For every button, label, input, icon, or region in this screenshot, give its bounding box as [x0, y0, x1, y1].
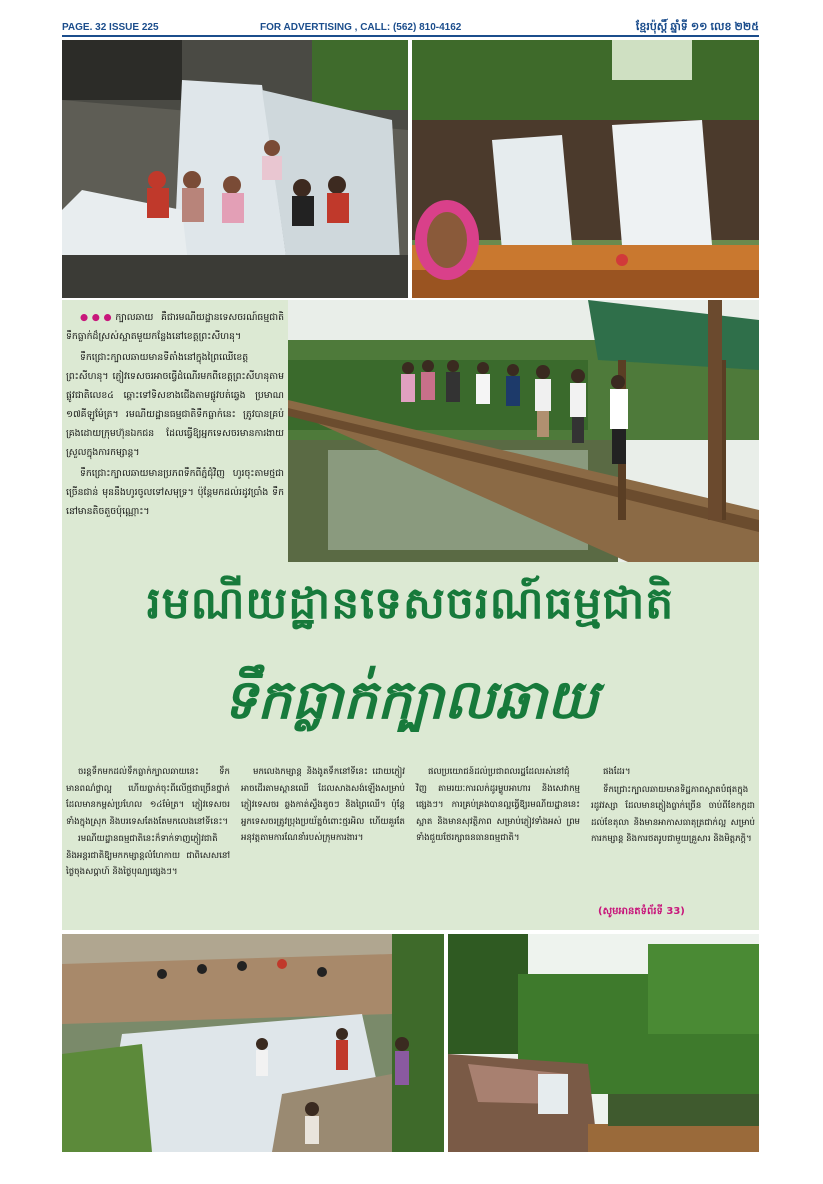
continue-note: (សូមអានតទំព័រទី 33): [598, 906, 685, 917]
photo-rocky-stream: [62, 934, 444, 1152]
masthead-label: ខ្មែរប៉ុស្តិ៍ ឆ្នាំទី ១១ លេខ ២២៥: [635, 21, 759, 33]
body-column-3: ផលប្រយោជន៍ដល់ប្រជាពលរដ្ឋដែលរស់នៅជុំវិញ តាមរយៈការលក់ដូរម្ហូបអាហារ និងសេវាកម្មផ្សេងៗ។ ការគ្រប់គ្រងបានល្អធ្វើឱ្យរមណីយដ្ឋាននេះស្អាត និងមានសុវត្ថិភាព សម្រាប់ភ្ញៀវទាំងអស់ ព្រមទាំងជួយថែរក្សាធនធានធម្មជាតិ។: [416, 767, 580, 843]
body-column-2: មកលេងកម្សាន្ត និងងូតទឹកនៅទីនេះ ដោយភ្ញៀវអាចដើរតាមស្ពានឈើ ដែលសាងសង់ឡើងសម្រាប់ភ្ញៀវទេសចរ ឆ្លងកាត់ស្ទឹងតូចៗ និងព្រៃឈើ។ ប៉ុន្តែអ្នកទេសចរត្រូវប្រុងប្រយ័ត្នចំពោះថ្មរអិល ហើយគួរតែអនុវត្តតាមការណែនាំរបស់ក្រុមការងារ។: [241, 767, 405, 843]
intro-paragraph-1: ●●●ក្បាលឆាយ គឺជារមណីយដ្ឋានទេសចរណ៍ធម្មជាតិទឹកធ្លាក់ដ៏ស្រស់ស្អាតមួយកន្លែងនៅខេត្តព្រះសីហនុ។: [66, 312, 284, 342]
photo-waterfall-group: [62, 40, 408, 298]
page-issue-label: PAGE. 32 ISSUE 225: [62, 22, 159, 33]
body-column-1: ចរន្តទឹកមកដល់ទឹកធ្លាក់ក្បាលឆាយនេះ ទឹកមានពណ៌ថ្លាល្អ ហើយធ្លាក់ចុះពីលើថ្មជាច្រើនថ្នាក់ ដែលមានកម្ពស់ប្រហែល ១៤ម៉ែត្រ។ ភ្ញៀវទេសចរទាំងក្នុងស្រុក និងបរទេសតែងតែមកលេងនៅទីនេះ។ រមណីយដ្ឋានធម្មជាតិនេះក៏ទាក់ទាញភ្ញៀវជាតិ និងអន្តរជាតិឱ្យមកកម្សាន្តលំហែកាយ ជាពិសេសនៅថ្ងៃចុងសប្តាហ៍ និងថ្ងៃបុណ្យផ្សេងៗ។: [66, 767, 230, 877]
header-divider: [62, 35, 759, 37]
advertising-contact: FOR ADVERTISING , CALL: (562) 810-4162: [260, 22, 462, 33]
article-body: [66, 764, 755, 924]
headline-line-2: ទឹកធ្លាក់ក្បាលឆាយ: [222, 668, 599, 731]
intro-paragraph-3: ទឹកជ្រោះក្បាលឆាយមានប្រភពទឹកពីភ្នំជុំវិញ ហូរចុះតាមថ្មជាច្រើនជាន់ មុននឹងហូរចូលទៅសមុទ្រ។ ប៉ុន្តែមកដល់រដូវប្រាំង ទឹកនៅមានតិចតួចប៉ុណ្ណោះ។: [66, 468, 284, 517]
photo-forest-cascade: [448, 934, 759, 1152]
headline-line-1: រមណីយដ្ឋានទេសចរណ៍ធម្មជាតិ: [146, 578, 675, 629]
photo-waterfall-pool: [412, 40, 759, 298]
photo-wooden-bridge: [288, 300, 759, 562]
page-header: [62, 20, 759, 36]
body-column-4: ផងដែរ។ ទឹកជ្រោះក្បាលឆាយមានទិដ្ឋភាពស្អាតបំផុតក្នុងរដូវវស្សា ដែលមានភ្លៀងធ្លាក់ច្រើន ចាប់ពីខែកក្កដាដល់ខែតុលា និងមានអាកាសធាតុត្រជាក់ល្អ សម្រាប់ការកម្សាន្ត និងការថតរូបជាមួយគ្រួសារ និងមិត្តភក្តិ។: [591, 767, 755, 844]
intro-text: [66, 308, 284, 523]
bullet-marks: ●●●: [80, 312, 116, 323]
intro-paragraph-2: ទឹកជ្រោះក្បាលឆាយមានទីតាំងនៅក្នុងព្រៃឈើខេត្តព្រះសីហនុ។ ភ្ញៀវទេសចរអាចធ្វើដំណើរមកពីខេត្តព្រះសីហនុតាមផ្លូវជាតិលេខ៤ ឆ្ពោះទៅទិសខាងជើងតាមផ្លូវបត់ឆ្វេង ប្រមាណ ១៧គីឡូម៉ែត្រ។ រមណីយដ្ឋានធម្មជាតិទឹកធ្លាក់នេះ ត្រូវបានគ្រប់គ្រងដោយក្រុមហ៊ុនឯកជន ដែលធ្វើឱ្យអ្នកទេសចរមានការងាយស្រួលក្នុងការកម្សាន្ត។: [66, 352, 284, 458]
